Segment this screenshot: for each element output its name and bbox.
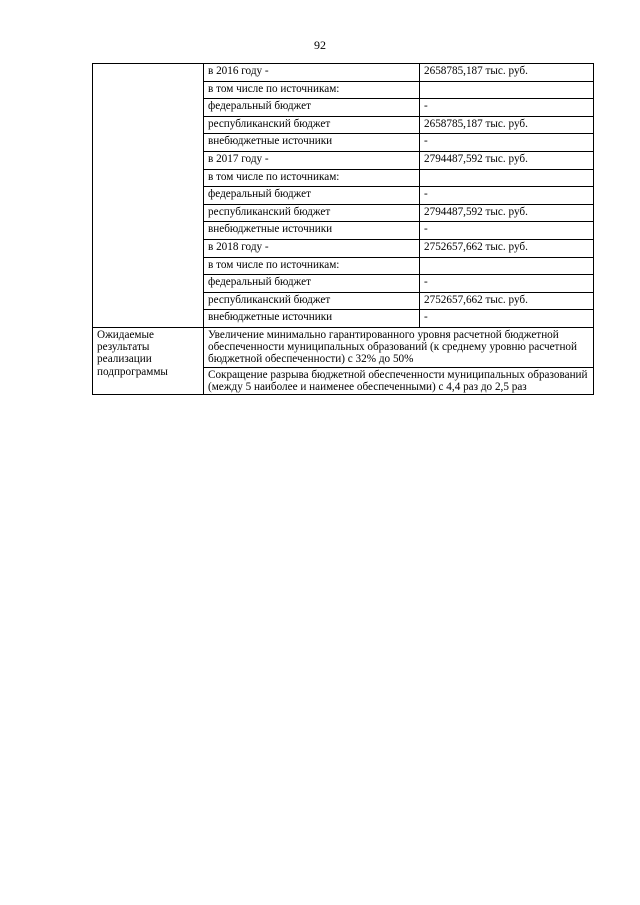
financing-value: 2752657,662 тыс. руб.	[420, 239, 594, 257]
financing-label: в том числе по источникам:	[204, 169, 420, 187]
financing-value: -	[420, 222, 594, 240]
financing-value: -	[420, 187, 594, 205]
financing-label: внебюджетные источники	[204, 222, 420, 240]
financing-label: в 2018 году -	[204, 239, 420, 257]
financing-label: федеральный бюджет	[204, 275, 420, 293]
financing-label: в 2016 году -	[204, 64, 420, 82]
financing-value: 2752657,662 тыс. руб.	[420, 292, 594, 310]
financing-label: республиканский бюджет	[204, 292, 420, 310]
results-section	[93, 327, 594, 394]
result-item: Сокращение разрыва бюджетной обеспеченности муниципальных образований (между 5 наиболее и наименее обеспеченными) с 4,4 раз до 2,5 раз	[204, 367, 594, 394]
financing-value	[420, 81, 594, 99]
financing-label: федеральный бюджет	[204, 99, 420, 117]
financing-value: -	[420, 310, 594, 328]
results-row	[93, 327, 594, 367]
financing-row	[93, 64, 594, 82]
financing-section	[93, 64, 594, 328]
financing-value	[420, 257, 594, 275]
financing-label: в том числе по источникам:	[204, 257, 420, 275]
financing-value: -	[420, 134, 594, 152]
page-number: 92	[314, 38, 326, 52]
financing-label: внебюджетные источники	[204, 310, 420, 328]
financing-value: 2794487,592 тыс. руб.	[420, 151, 594, 169]
financing-value: -	[420, 275, 594, 293]
financing-value: -	[420, 99, 594, 117]
financing-label: в том числе по источникам:	[204, 81, 420, 99]
financing-value	[420, 169, 594, 187]
financing-label: в 2017 году -	[204, 151, 420, 169]
financing-value: 2794487,592 тыс. руб.	[420, 204, 594, 222]
financing-value: 2658785,187 тыс. руб.	[420, 64, 594, 82]
financing-label: республиканский бюджет	[204, 116, 420, 134]
financing-label: федеральный бюджет	[204, 187, 420, 205]
financing-left-cell	[93, 64, 204, 328]
financing-label: республиканский бюджет	[204, 204, 420, 222]
result-item: Увеличение минимально гарантированного уровня расчетной бюджетной обеспеченности муниципальных образований (к среднему уровню расчетной бюджетной обеспеченности) с 32% до 50%	[204, 327, 594, 367]
financing-value: 2658785,187 тыс. руб.	[420, 116, 594, 134]
subprogram-passport-table	[92, 63, 594, 395]
results-header-cell: Ожидаемые результаты реализации подпрограммы	[93, 327, 204, 394]
financing-label: внебюджетные источники	[204, 134, 420, 152]
